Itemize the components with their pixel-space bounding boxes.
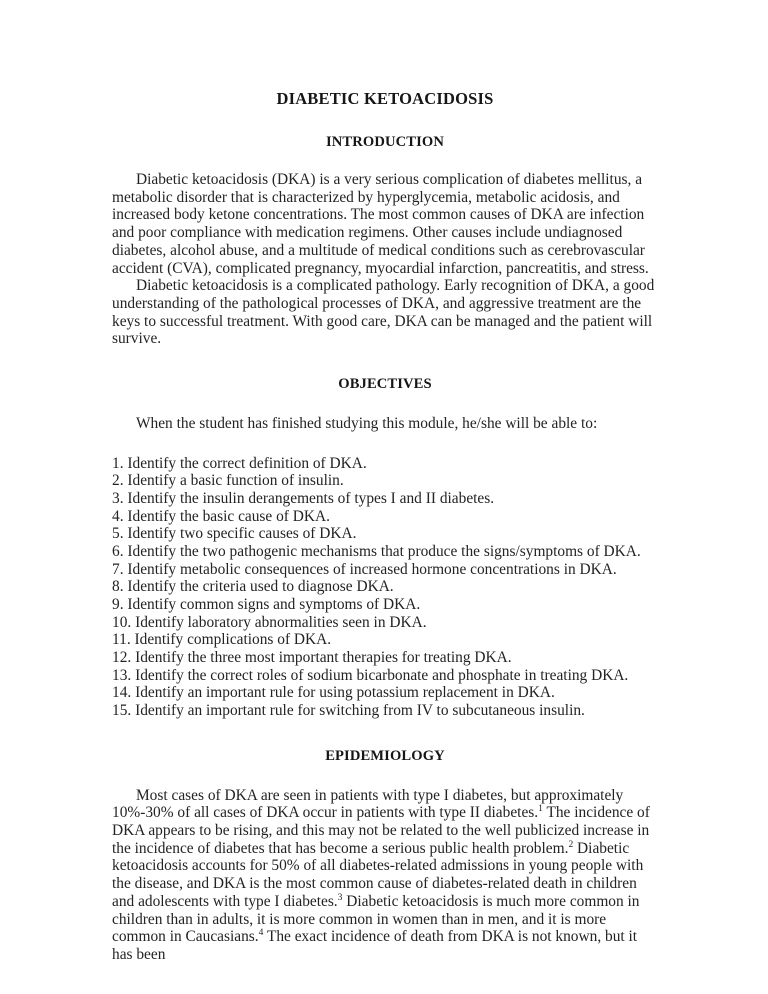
objective-item: 1. Identify the correct definition of DKA. bbox=[112, 454, 367, 472]
document-content bbox=[112, 0, 658, 964]
objective-item: 6. Identify the two pathogenic mechanisms that produce the signs/symptoms of DKA. bbox=[112, 543, 641, 561]
introduction-paragraph-2: Diabetic ketoacidosis is a complicated pathology. Early recognition of DKA, a good understanding of the pathological processes of DKA, and aggressive treatment are the keys to successful treatment. With good care, DKA can be managed and the patient will survive. bbox=[112, 277, 655, 348]
objective-item: 12. Identify the three most important therapies for treating DKA. bbox=[112, 648, 512, 666]
paragraph-text: Diabetic ketoacidosis accounts for 50% of all diabetes-related admissions in young people with the disease, and DKA is the most common cause of diabetes-related death in children and adolescents with type I diabetes. bbox=[112, 839, 644, 910]
footnote-reference: 3 bbox=[337, 891, 343, 903]
objective-item: 8. Identify the criteria used to diagnose DKA. bbox=[112, 578, 394, 596]
objective-item: 15. Identify an important rule for switching from IV to subcutaneous insulin. bbox=[112, 701, 585, 719]
objective-item: 5. Identify two specific causes of DKA. bbox=[112, 525, 357, 543]
section-heading-objectives: OBJECTIVES bbox=[338, 376, 432, 393]
introduction-paragraph-1: Diabetic ketoacidosis (DKA) is a very serious complication of diabetes mellitus, a metabolic disorder that is characterized by hyperglycemia, metabolic acidosis, and increased body ketone concentrations. The most common causes of DKA are infection and poor compliance with medication regimens. Other causes include undiagnosed diabetes, alcohol abuse, and a multitude of medical conditions such as cerebrovascular accident (CVA), complicated pregnancy, myocardial infarction, pancreatitis, and stress. bbox=[112, 171, 649, 277]
objective-item: 3. Identify the insulin derangements of types I and II diabetes. bbox=[112, 490, 495, 508]
paragraph-text: Diabetic ketoacidosis is much more common in children than in adults, it is more common in women than in men, and it is more common in Caucasians. bbox=[112, 892, 640, 946]
paragraph-text: The exact incidence of death from DKA is not known, but it has been bbox=[112, 928, 638, 963]
objective-item: 7. Identify metabolic consequences of increased hormone concentrations in DKA. bbox=[112, 560, 617, 578]
page-title: DIABETIC KETOACIDOSIS bbox=[276, 89, 494, 108]
objective-item: 14. Identify an important rule for using potassium replacement in DKA. bbox=[112, 684, 555, 702]
epidemiology-paragraph bbox=[112, 765, 658, 964]
footnote-reference: 1 bbox=[538, 803, 543, 815]
objective-item: 10. Identify laboratory abnormalities seen in DKA. bbox=[112, 613, 427, 631]
paragraph-text: The incidence of DKA appears to be rising, and this may not be related to the well publicized increase in the incidence of diabetes that has become a serious public health problem. bbox=[112, 804, 650, 857]
section-heading-introduction: INTRODUCTION bbox=[326, 134, 444, 150]
objective-item: 11. Identify complications of DKA. bbox=[112, 631, 332, 649]
objectives-lead-in: When the student has finished studying this module, he/she will be able to: bbox=[136, 415, 598, 433]
section-heading-epidemiology: EPIDEMIOLOGY bbox=[325, 747, 445, 764]
footnote-reference: 4 bbox=[258, 927, 264, 939]
footnote-reference: 2 bbox=[568, 838, 574, 850]
objective-item: 2. Identify a basic function of insulin. bbox=[112, 472, 344, 490]
objectives-list bbox=[112, 433, 658, 720]
paragraph-text: Most cases of DKA are seen in patients with type I diabetes, but approximately 10%-30% of all cases of DKA occur in patients with type II diabetes. bbox=[112, 786, 624, 822]
objective-item: 9. Identify common signs and symptoms of DKA. bbox=[112, 595, 421, 613]
objective-item: 13. Identify the correct roles of sodium bicarbonate and phosphate in treating DKA. bbox=[112, 666, 629, 684]
objective-item: 4. Identify the basic cause of DKA. bbox=[112, 507, 330, 525]
